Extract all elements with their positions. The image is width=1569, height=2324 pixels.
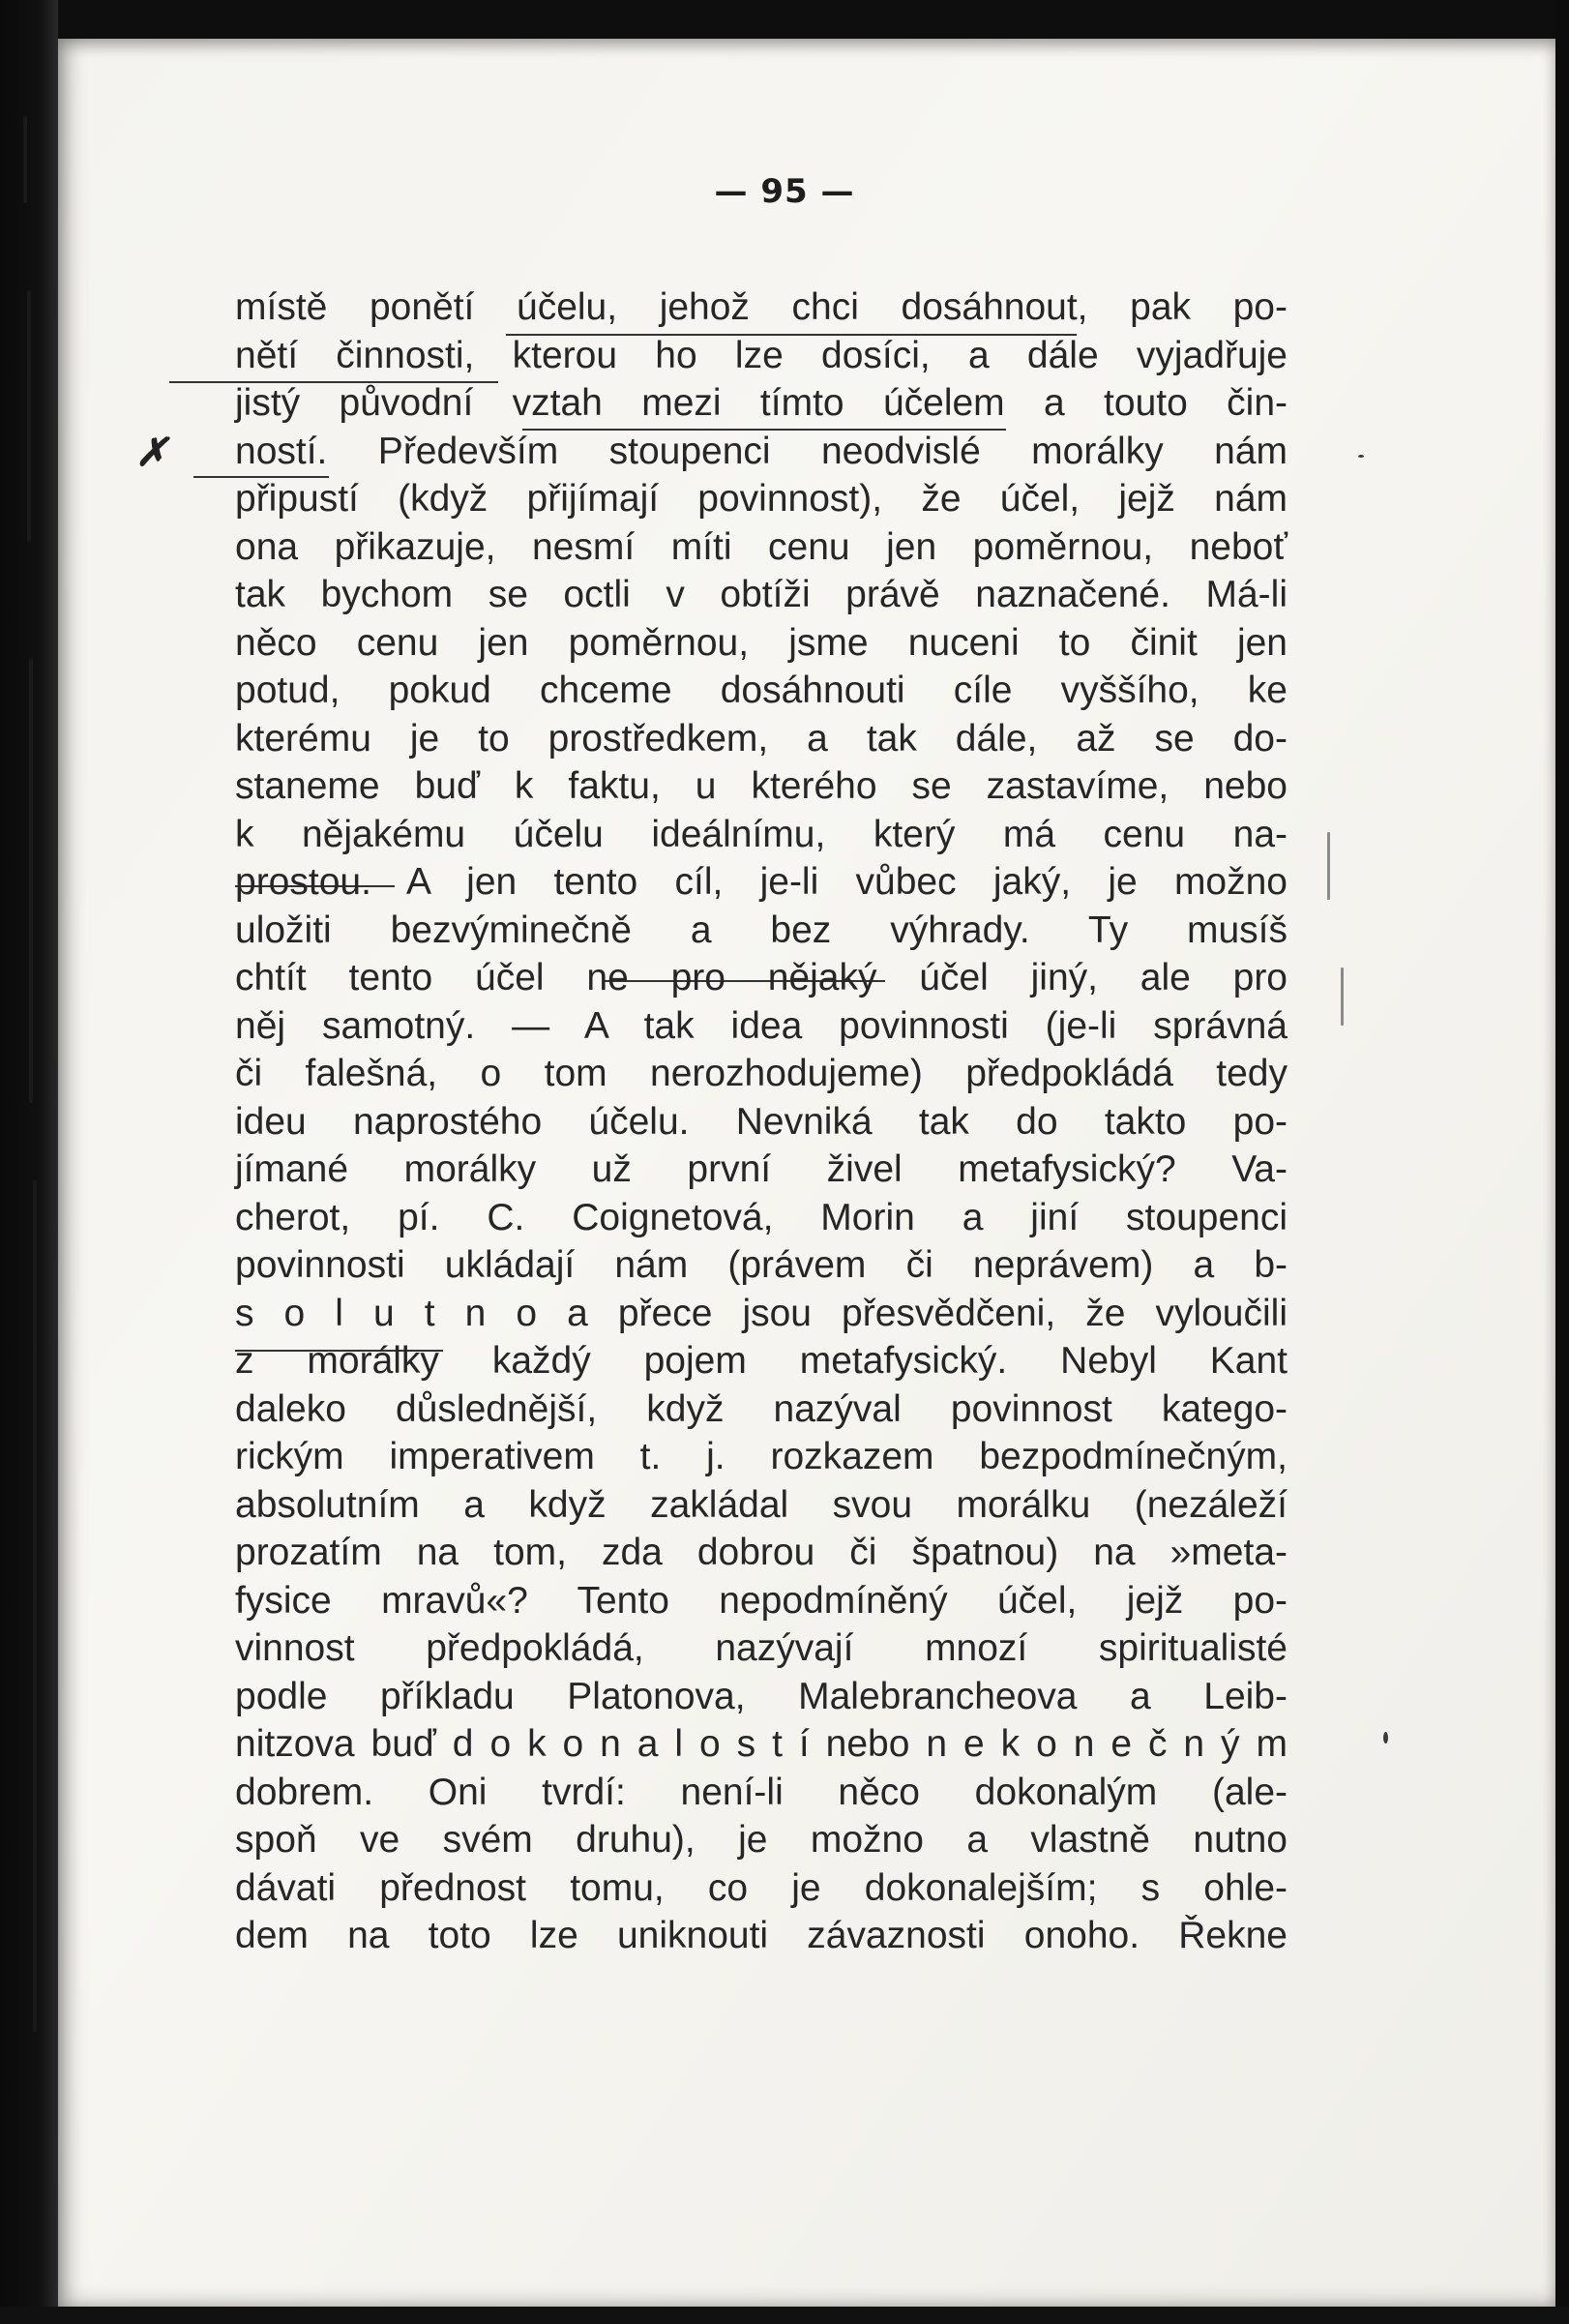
margin-annotation: ✗	[135, 430, 168, 475]
scan-speck	[1341, 968, 1344, 1026]
text-line: potud, pokud chceme dosáhnouti cíle vyššího, ke	[235, 670, 1288, 711]
text-line: něco cenu jen poměrnou, jsme nuceni to činit jen	[235, 621, 1288, 664]
binding-mark	[27, 290, 31, 542]
scan-speck	[1383, 1732, 1388, 1743]
text-line: připustí (když přijímají povinnost), že účel, jejž nám	[235, 478, 1288, 520]
text-line: spoň ve svém druhu), je možno a vlastně nutno	[235, 1819, 1288, 1861]
binding-mark	[29, 658, 33, 1103]
text-line: staneme buď k faktu, u kterého se zastavíme, nebo	[235, 765, 1288, 807]
text-line: uložiti bezvýminečně a bez výhrady. Ty musíš	[235, 909, 1288, 951]
text-line: ideu naprostého účelu. Nevniká tak do takto po-	[235, 1100, 1288, 1143]
scan-top-edge	[0, 0, 1569, 39]
text-line: ností. Především stoupenci neodvislé morálky nám	[235, 430, 1288, 472]
text-line: absolutním a když zakládal svou morálku (nezáleží	[235, 1483, 1288, 1526]
text-line: nitzova buď d o k o n a l o s t í nebo n e k o n e č n ý m	[235, 1723, 1288, 1765]
text-line: dobrem. Oni tvrdí: není-li něco dokonalým (ale-	[235, 1771, 1288, 1813]
text-line: dem na toto lze uniknouti závaznosti onoho. Řekne	[235, 1915, 1288, 1956]
text-line: či falešná, o tom nerozhodujeme) předpokládá tedy	[235, 1053, 1288, 1094]
text-line: z morálky každý pojem metafysický. Nebyl Kant	[235, 1340, 1288, 1382]
text-line: povinnosti ukládají nám (právem či neprávem) a b-	[235, 1244, 1288, 1286]
text-line: ona přikazuje, nesmí míti cenu jen poměrnou, neboť	[235, 525, 1288, 568]
text-line: chtít tento účel ne pro nějaký účel jiný, ale pro	[235, 957, 1288, 998]
scan-speck	[1327, 832, 1330, 900]
text-line: jímané morálky už první živel metafysický? Va-	[235, 1148, 1288, 1190]
text-line: nětí činnosti, kterou ho lze dosíci, a dále vyjadřuje	[235, 334, 1288, 376]
text-line: k nějakému účelu ideálnímu, který má cenu na-	[235, 813, 1288, 855]
scan-speck	[1358, 455, 1364, 458]
text-line: cherot, pí. C. Coignetová, Morin a jiní stoupenci	[235, 1196, 1288, 1238]
text-line: vinnost předpokládá, nazývají mnozí spiritualisté	[235, 1627, 1288, 1669]
text-line: rickým imperativem t. j. rozkazem bezpodmínečným,	[235, 1436, 1288, 1477]
body-text	[235, 283, 1288, 1960]
text-line: fysice mravů«? Tento nepodmíněný účel, jejž po-	[235, 1579, 1288, 1622]
text-line: dávati přednost tomu, co je dokonalejším; s ohle-	[235, 1866, 1288, 1909]
text-line: místě ponětí účelu, jehož chci dosáhnout, pak po-	[235, 286, 1288, 328]
text-line: daleko důslednější, když nazýval povinnost katego-	[235, 1387, 1288, 1430]
text-line: něj samotný. — A tak idea povinnosti (je-li správná	[235, 1004, 1288, 1047]
text-line: tak bychom se octli v obtíži právě naznačené. Má-li	[235, 574, 1288, 615]
text-line: podle příkladu Platonova, Malebrancheova a Leib-	[235, 1675, 1288, 1717]
page-number: — 95 —	[714, 172, 855, 211]
binding-mark	[33, 1180, 37, 2032]
scan-bottom-edge	[0, 2307, 1569, 2324]
text-line: jistý původní vztah mezi tímto účelem a touto čin-	[235, 382, 1288, 424]
text-line: kterému je to prostředkem, a tak dále, až se do-	[235, 717, 1288, 760]
text-line: prozatím na tom, zda dobrou či špatnou) na »meta-	[235, 1532, 1288, 1573]
scan-right-edge	[1555, 0, 1569, 2324]
text-line: s o l u t n o a přece jsou přesvědčeni, že vyloučili	[235, 1292, 1288, 1334]
text-line: prostou. A jen tento cíl, je-li vůbec jaký, je možno	[235, 861, 1288, 903]
